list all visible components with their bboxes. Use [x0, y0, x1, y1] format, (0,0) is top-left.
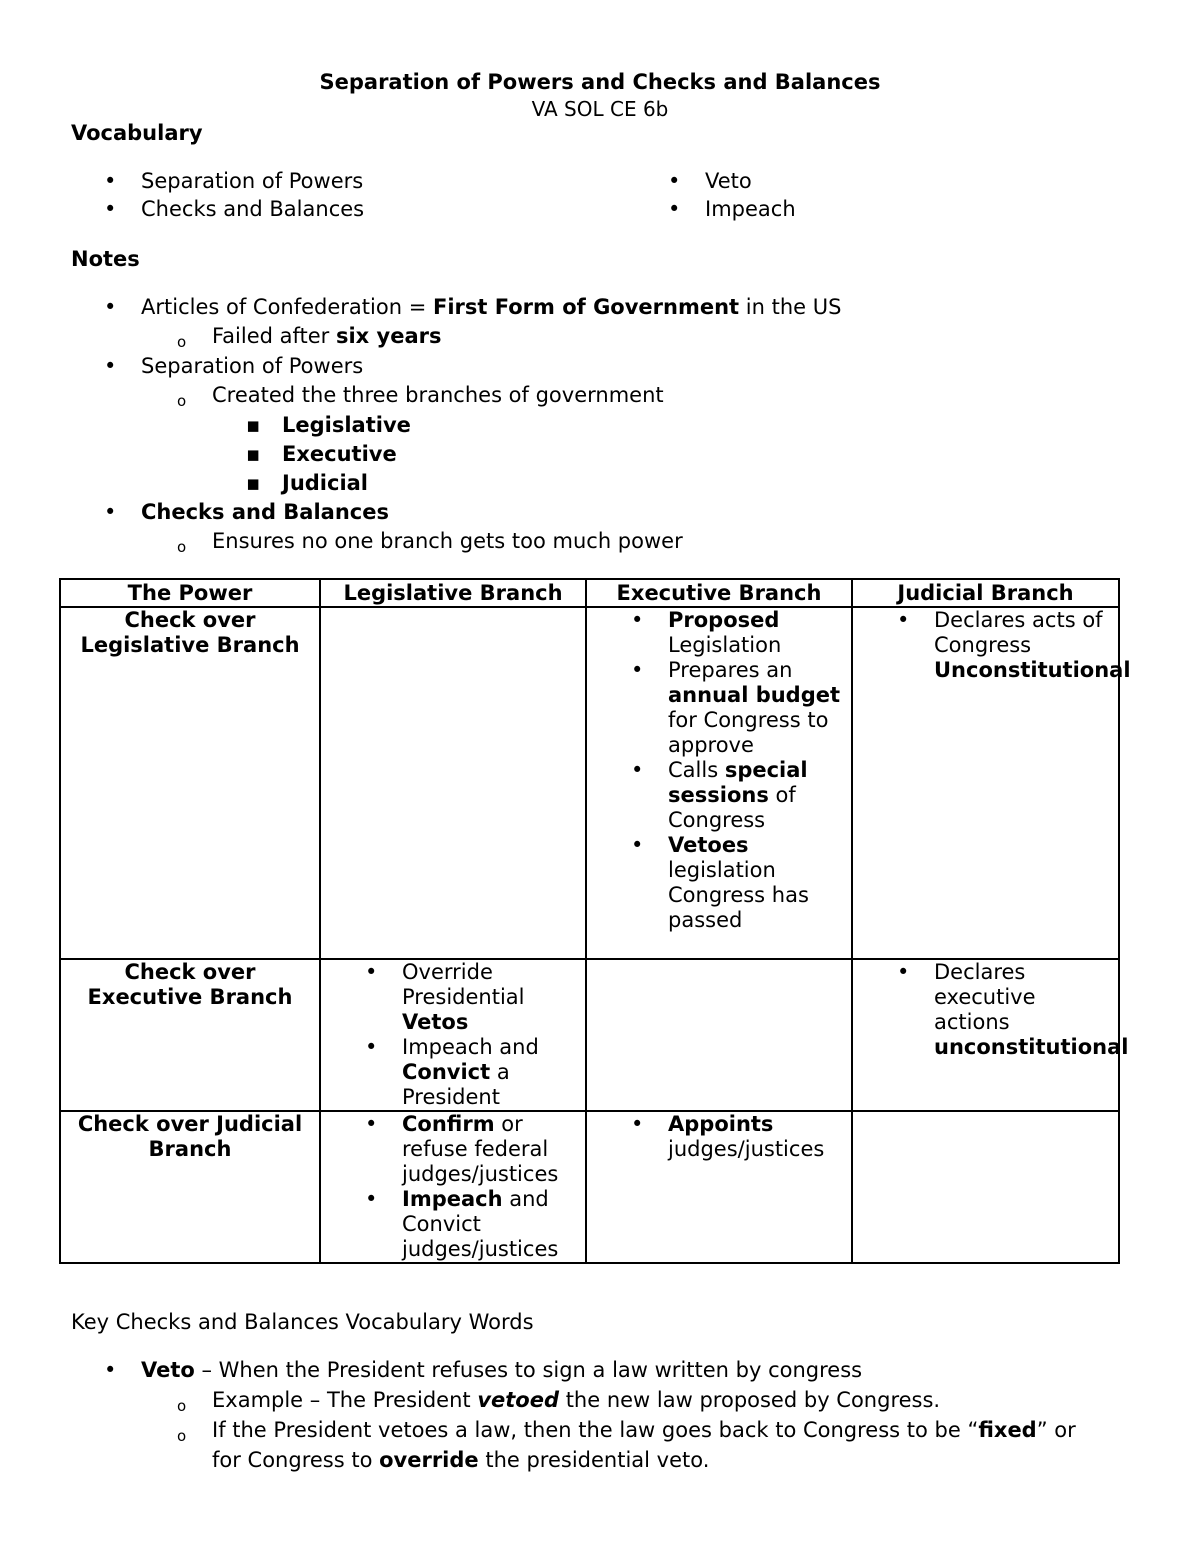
cell-list-item: • Impeach and Convict a President — [321, 1035, 585, 1110]
table-cell — [586, 607, 852, 959]
branch-item: Executive — [282, 442, 397, 466]
notes-subitem: Ensures no one branch gets too much power — [212, 529, 683, 553]
vocabulary-heading: Vocabulary — [71, 121, 203, 145]
cell-list-item: • Confirm or refuse federal judges/justices — [321, 1112, 585, 1187]
circle-bullet-icon — [177, 533, 186, 557]
veto-explanation: If the President vetoes a law, then the law goes back to Congress to be “fixed” or — [212, 1418, 1076, 1442]
table-row — [60, 1111, 1119, 1263]
document-title: Separation of Powers and Checks and Balances — [319, 70, 881, 94]
bullet-icon — [104, 295, 116, 319]
row-header: Check over Judicial Branch — [60, 1111, 320, 1263]
row-header: Check over Legislative Branch — [60, 607, 320, 959]
notes-heading: Notes — [71, 247, 140, 271]
bullet-icon — [668, 169, 680, 193]
table-cell — [586, 959, 852, 1111]
vocab-item: Separation of Powers — [141, 169, 364, 193]
vocab-item: Checks and Balances — [141, 197, 365, 221]
branch-item: Legislative — [282, 413, 411, 437]
table-header-row — [60, 579, 1119, 607]
cell-list-item: • Prepares an annual budget for Congress to approve — [587, 658, 851, 758]
table-cell — [852, 607, 1131, 959]
cell-list-item: • Declares acts of Congress Unconstitutional — [853, 608, 1118, 683]
bullet-icon — [104, 500, 116, 524]
table-row — [60, 959, 1119, 1111]
notes-item: Separation of Powers — [141, 354, 364, 378]
cell-list-item: • Vetoes legislation Congress has passed — [587, 833, 851, 933]
table-cell — [320, 607, 586, 959]
circle-bullet-icon — [177, 1392, 186, 1416]
table-cell — [852, 959, 1129, 1111]
vocab-item: Veto — [705, 169, 752, 193]
cell-list-item: • Override Presidential Vetos — [321, 960, 585, 1035]
notes-subitem: Failed after six years — [212, 324, 442, 348]
table-header: Legislative Branch — [320, 579, 586, 607]
square-bullet-icon — [246, 442, 260, 466]
veto-example: Example – The President vetoed the new law proposed by Congress. — [212, 1388, 941, 1412]
cell-list-item: • Calls special sessions of Congress — [587, 758, 851, 833]
square-bullet-icon — [246, 413, 260, 437]
table-row — [60, 607, 1119, 959]
circle-bullet-icon — [177, 387, 186, 411]
veto-explanation-continued: for Congress to override the presidential veto. — [212, 1448, 710, 1472]
circle-bullet-icon — [177, 1422, 186, 1446]
checks-balances-table — [59, 578, 1131, 1264]
cell-list-item: • Impeach and Convict judges/justices — [321, 1187, 585, 1262]
bullet-icon — [104, 169, 116, 193]
circle-bullet-icon — [177, 328, 186, 352]
cell-list-item: • Proposed Legislation — [587, 608, 851, 658]
vocab-item: Impeach — [705, 197, 796, 221]
table-header: Executive Branch — [586, 579, 852, 607]
document-subtitle: VA SOL CE 6b — [531, 97, 669, 121]
table-cell — [320, 959, 586, 1111]
table-cell — [586, 1111, 852, 1263]
bullet-icon — [668, 197, 680, 221]
branch-item: Judicial — [282, 471, 369, 495]
table-header: The Power — [60, 579, 320, 607]
bullet-icon — [104, 197, 116, 221]
square-bullet-icon — [246, 471, 260, 495]
bullet-icon — [104, 354, 116, 378]
table-header: Judicial Branch — [852, 579, 1119, 607]
notes-item: Articles of Confederation = First Form of Government in the US — [141, 295, 842, 319]
notes-subitem: Created the three branches of government — [212, 383, 664, 407]
cell-list-item: • Declares executive actions unconstitutional — [853, 960, 1118, 1060]
table-cell — [320, 1111, 586, 1263]
veto-definition: Veto – When the President refuses to sign a law written by congress — [141, 1358, 863, 1382]
bullet-icon — [104, 1358, 116, 1382]
cell-list-item: • Appoints judges/justices — [587, 1112, 851, 1162]
table-cell — [852, 1111, 1119, 1263]
row-header: Check over Executive Branch — [60, 959, 320, 1111]
notes-item: Checks and Balances — [141, 500, 389, 524]
key-vocab-title: Key Checks and Balances Vocabulary Words — [71, 1310, 534, 1334]
